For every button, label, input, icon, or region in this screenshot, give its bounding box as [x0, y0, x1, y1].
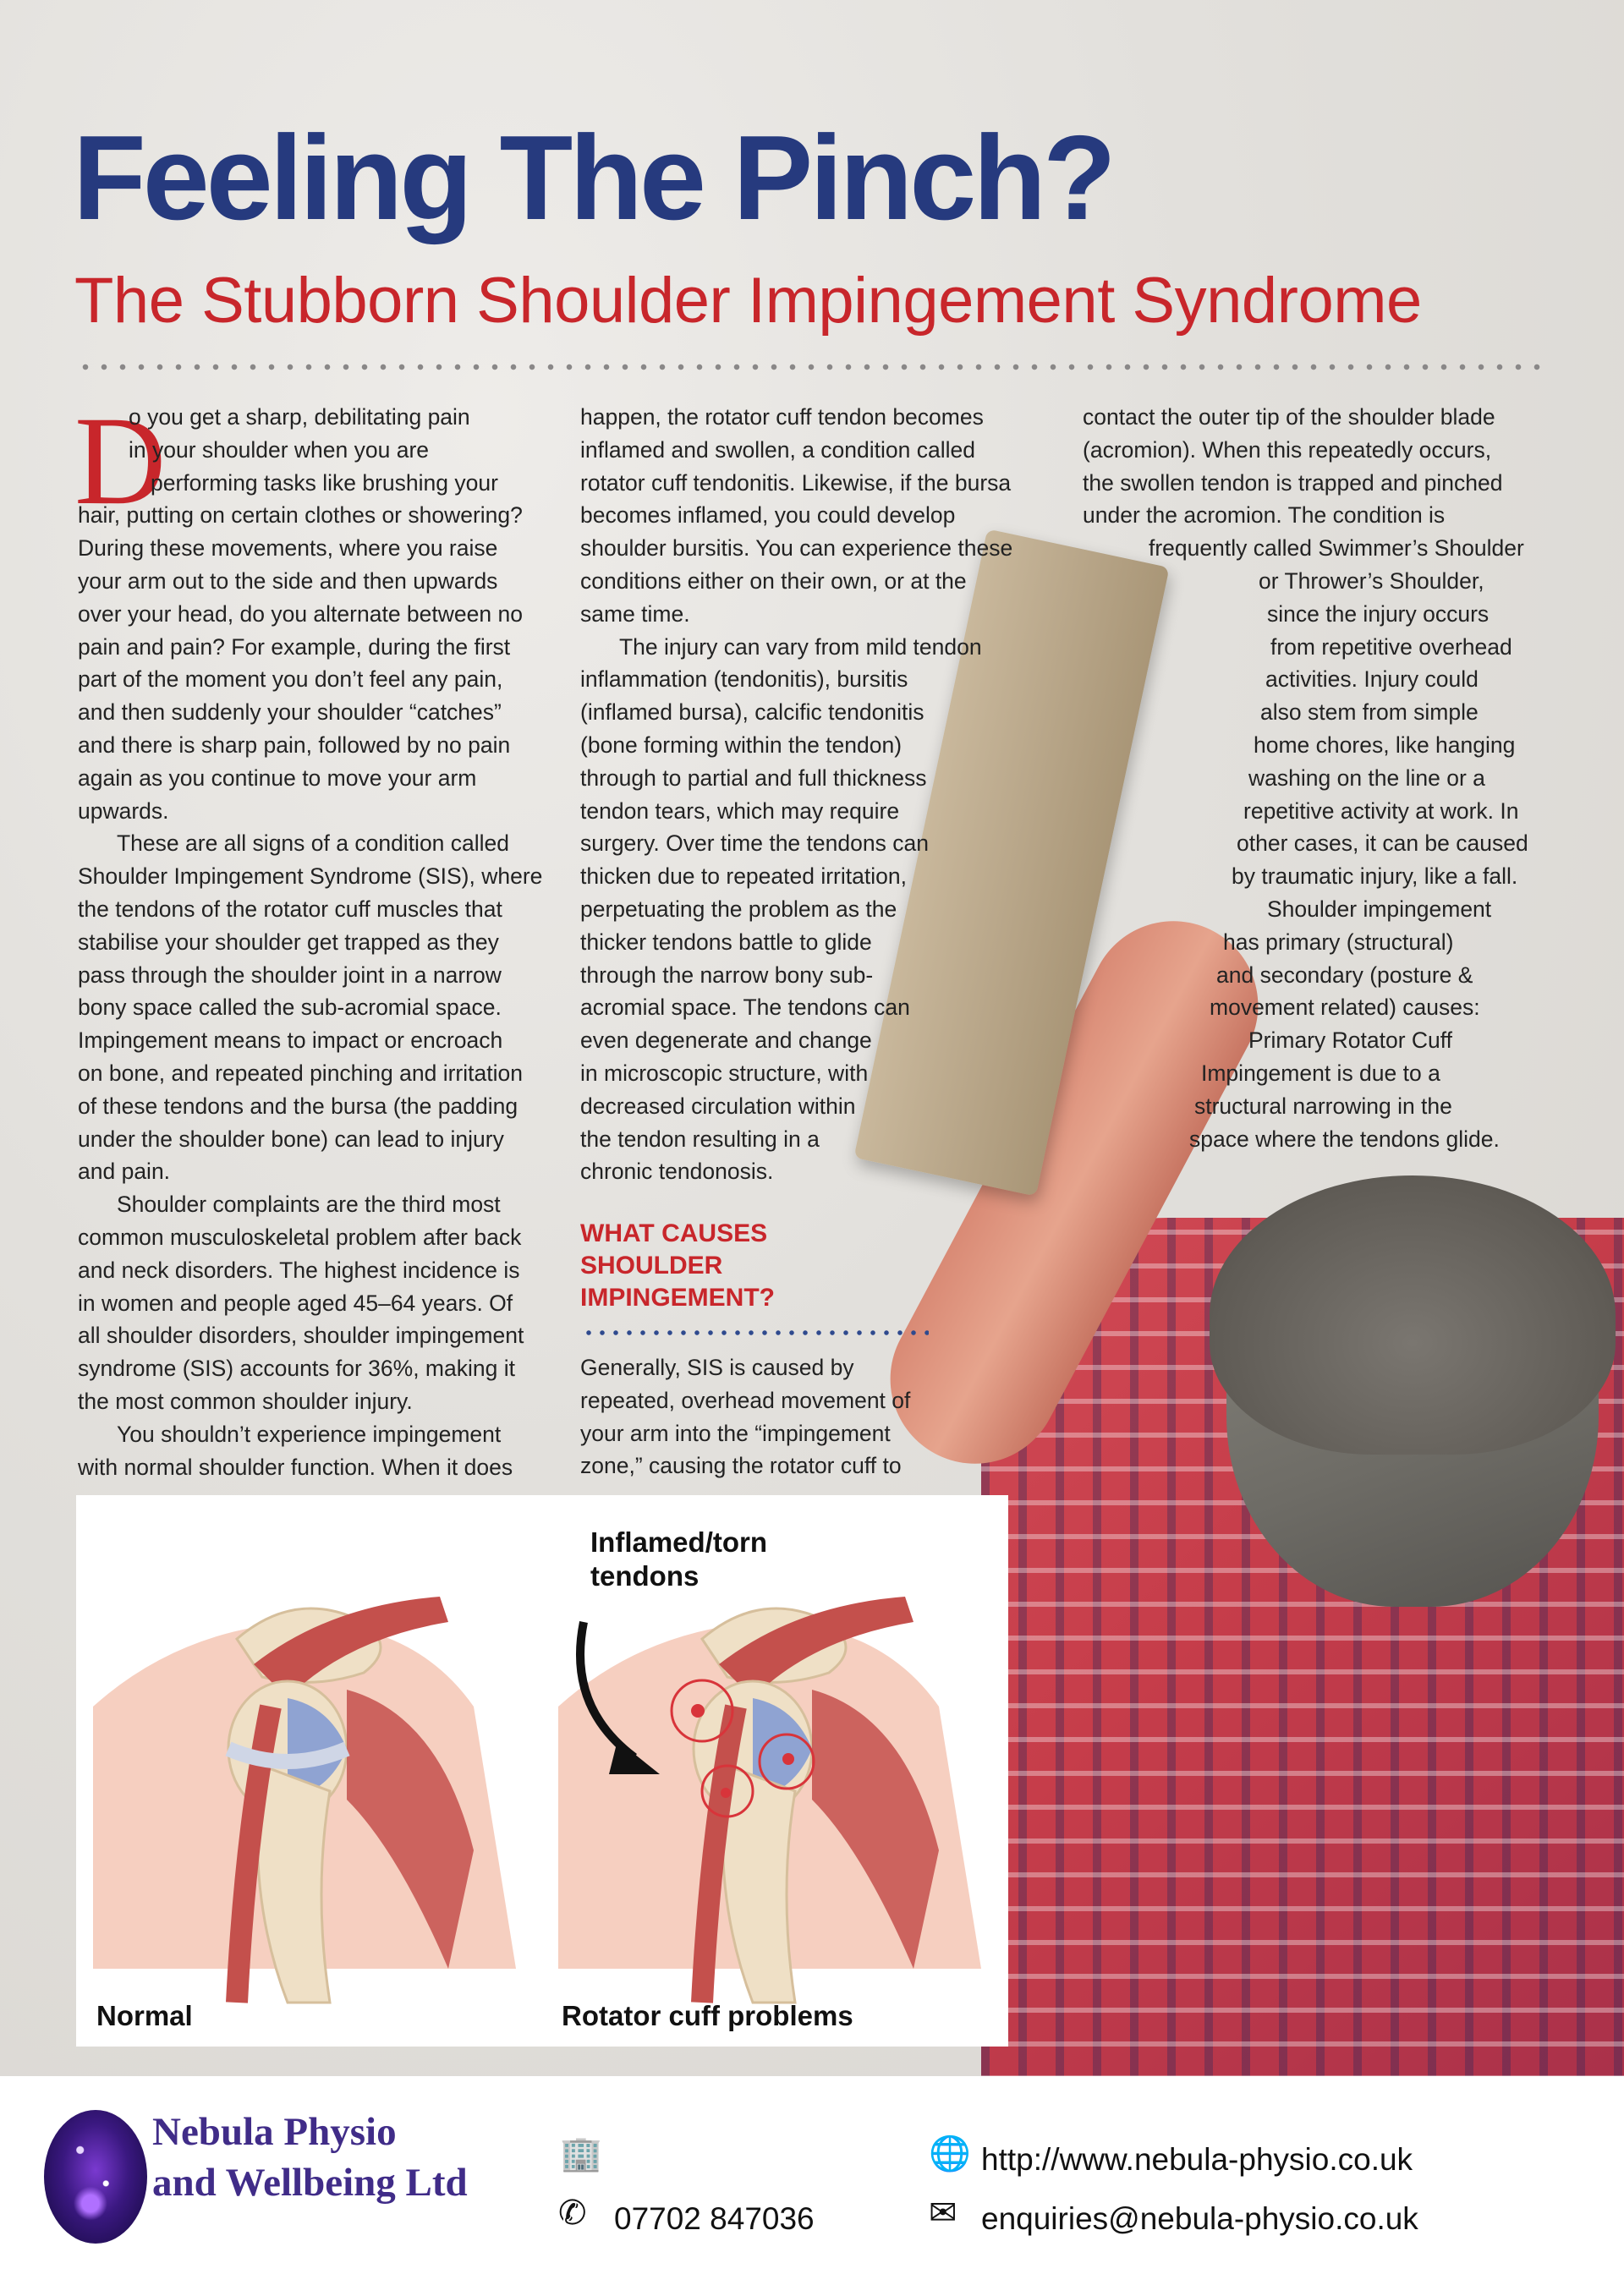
text-line: common musculoskeletal problem after back: [78, 1224, 522, 1250]
text-line: over your head, do you alternate between no: [78, 600, 523, 627]
text-line: happen, the rotator cuff tendon becomes: [580, 404, 984, 430]
text-line: becomes inflamed, you could develop: [580, 502, 956, 529]
text-line: and neck disorders. The highest incidence is: [78, 1257, 520, 1283]
normal-shoulder-drawing: [93, 1597, 516, 2003]
email-link[interactable]: enquiries@nebula-physio.co.uk: [981, 2201, 1418, 2236]
label-inflamed-tendons: Inflamed/torn tendons: [590, 1526, 768, 1592]
text-line: performing tasks like brushing your: [151, 469, 498, 496]
text-line: hair, putting on certain clothes or showering?: [78, 502, 523, 529]
label-normal: Normal: [96, 2000, 193, 2031]
text-line: the most common shoulder injury.: [78, 1388, 413, 1414]
text-line: Shoulder Impingement Syndrome (SIS), where: [78, 863, 543, 890]
article-column-3: [1083, 401, 1556, 1155]
dotted-divider: [76, 364, 1548, 370]
text-line: o you get a sharp, debilitating pain: [129, 404, 470, 430]
text-line: the tendon resulting in a: [580, 1126, 820, 1152]
text-line: with normal shoulder function. When it does: [78, 1454, 513, 1480]
text-line: thicken due to repeated irritation,: [580, 863, 907, 890]
envelope-icon: ✉: [929, 2194, 957, 2233]
text-line: has primary (structural): [1223, 929, 1454, 955]
text-line: by traumatic injury, like a fall.: [1232, 863, 1518, 890]
text-line: activities. Injury could: [1265, 666, 1479, 693]
heading-dotted-divider: [582, 1329, 929, 1336]
text-line: and then suddenly your shoulder “catches”: [78, 699, 502, 726]
text-line: your arm out to the side and then upwards: [78, 567, 498, 594]
text-line: space where the tendons glide.: [1189, 1126, 1500, 1152]
text-line: through to partial and full thickness: [580, 764, 927, 791]
text-line: chronic tendonosis.: [580, 1159, 774, 1185]
text-line: Shoulder complaints are the third most: [117, 1192, 501, 1218]
text-line: conditions either on their own, or at the: [580, 567, 967, 594]
text-line: even degenerate and change: [580, 1027, 872, 1054]
text-line: same time.: [580, 600, 690, 627]
text-line: on bone, and repeated pinching and irritation: [78, 1060, 523, 1086]
text-line: under the shoulder bone) can lead to injury: [78, 1126, 504, 1152]
text-line: decreased circulation within: [580, 1093, 856, 1119]
rotator-cuff-problem-drawing: [558, 1597, 981, 2003]
text-line: upwards.: [78, 797, 169, 824]
text-line: During these movements, where you raise: [78, 535, 498, 562]
text-line: of these tendons and the bursa (the padding: [78, 1093, 518, 1119]
text-line: thicker tendons battle to glide: [580, 929, 872, 955]
galaxy-logo-icon: [44, 2110, 147, 2244]
text-line: inflammation (tendonitis), bursitis: [580, 666, 908, 693]
worker-photo-cap: [1210, 1175, 1616, 1455]
footer: [0, 2076, 1624, 2296]
text-line: through the narrow bony sub-: [580, 962, 874, 988]
text-line: rotator cuff tendonitis. Likewise, if the bursa: [580, 469, 1012, 496]
article-column-2: [580, 401, 1037, 1188]
text-line: washing on the line or a: [1248, 764, 1485, 791]
page-title: Feeling The Pinch?: [73, 111, 1113, 245]
text-line: frequently called Swimmer’s Shoulder: [1149, 535, 1524, 562]
text-line: and there is sharp pain, followed by no pain: [78, 732, 511, 758]
text-line: pass through the shoulder joint in a narrow: [78, 962, 502, 988]
building-icon: 🏢: [560, 2134, 602, 2173]
article-column-2-continued: [580, 1351, 1037, 1482]
text-line: You shouldn’t experience impingement: [117, 1421, 502, 1447]
text-line: repetitive activity at work. In: [1243, 797, 1519, 824]
text-line: pain and pain? For example, during the first: [78, 633, 511, 660]
text-line: inflamed and swollen, a condition called: [580, 436, 975, 463]
text-line: Impingement is due to a: [1201, 1060, 1440, 1086]
text-line: part of the moment you don’t feel any pain,: [78, 666, 503, 693]
text-line: The injury can vary from mild tendon: [619, 633, 982, 660]
text-line: from repetitive overhead: [1270, 633, 1512, 660]
text-line: Impingement means to impact or encroach: [78, 1027, 503, 1054]
website-link[interactable]: http://www.nebula-physio.co.uk: [981, 2142, 1413, 2177]
text-line: (bone forming within the tendon): [580, 732, 903, 758]
text-line: structural narrowing in the: [1194, 1093, 1452, 1119]
heading-line: IMPINGEMENT?: [580, 1284, 775, 1312]
page-subtitle: The Stubborn Shoulder Impingement Syndrome: [74, 265, 1422, 337]
phone-icon: ✆: [558, 2194, 587, 2233]
text-line: or Thrower’s Shoulder,: [1259, 567, 1484, 594]
text-line: shoulder bursitis. You can experience these: [580, 535, 1013, 562]
text-line: home chores, like hanging: [1254, 732, 1516, 758]
phone-number[interactable]: 07702 847036: [614, 2201, 815, 2236]
text-line: Generally, SIS is caused by: [580, 1355, 854, 1380]
text-line: (inflamed bursa), calcific tendonitis: [580, 699, 924, 726]
text-line: Shoulder impingement: [1267, 896, 1492, 922]
text-line: other cases, it can be caused: [1237, 830, 1528, 857]
section-heading-causes: [580, 1218, 775, 1314]
text-line: the swollen tendon is trapped and pinched: [1083, 469, 1503, 496]
text-line: syndrome (SIS) accounts for 36%, making it: [78, 1356, 515, 1382]
text-line: tendon tears, which may require: [580, 797, 900, 824]
text-line: movement related) causes:: [1210, 995, 1480, 1021]
text-line: the tendons of the rotator cuff muscles that: [78, 896, 502, 922]
text-line: in microscopic structure, with: [580, 1060, 869, 1086]
article-column-1: [78, 401, 551, 1483]
text-line: Primary Rotator Cuff: [1248, 1027, 1453, 1054]
text-line: in your shoulder when you are: [129, 436, 430, 463]
company-name: Nebula Physio and Wellbeing Ltd: [152, 2110, 468, 2205]
text-line: and secondary (posture &: [1216, 962, 1473, 988]
text-line: since the injury occurs: [1267, 600, 1490, 627]
text-line: surgery. Over time the tendons can: [580, 830, 929, 857]
label-rotator-cuff-problems: Rotator cuff problems: [562, 2000, 853, 2031]
text-line: in women and people aged 45–64 years. Of: [78, 1290, 513, 1316]
text-line: perpetuating the problem as the: [580, 896, 897, 922]
heading-line: WHAT CAUSES: [580, 1219, 768, 1247]
text-line: under the acromion. The condition is: [1083, 502, 1446, 529]
globe-icon: 🌐: [929, 2134, 971, 2173]
text-line: acromial space. The tendons can: [580, 995, 910, 1021]
text-line: (acromion). When this repeatedly occurs,: [1083, 436, 1492, 463]
text-line: again as you continue to move your arm: [78, 764, 477, 791]
text-line: These are all signs of a condition called: [117, 830, 510, 857]
text-line: bony space called the sub-acromial space.: [78, 995, 502, 1021]
heading-line: SHOULDER: [580, 1252, 723, 1280]
text-line: also stem from simple: [1260, 699, 1479, 726]
drop-cap: D: [74, 391, 167, 531]
shoulder-illustration-panel: [76, 1495, 1008, 2047]
text-line: contact the outer tip of the shoulder blade: [1083, 404, 1495, 430]
text-line: your arm into the “impingement: [580, 1420, 891, 1446]
shoulder-anatomy-illustration: [76, 1495, 1008, 2047]
text-line: all shoulder disorders, shoulder impingement: [78, 1323, 524, 1349]
text-line: stabilise your shoulder get trapped as they: [78, 929, 499, 955]
text-line: and pain.: [78, 1159, 171, 1185]
text-line: repeated, overhead movement of: [580, 1387, 911, 1413]
text-line: zone,” causing the rotator cuff to: [580, 1453, 902, 1479]
